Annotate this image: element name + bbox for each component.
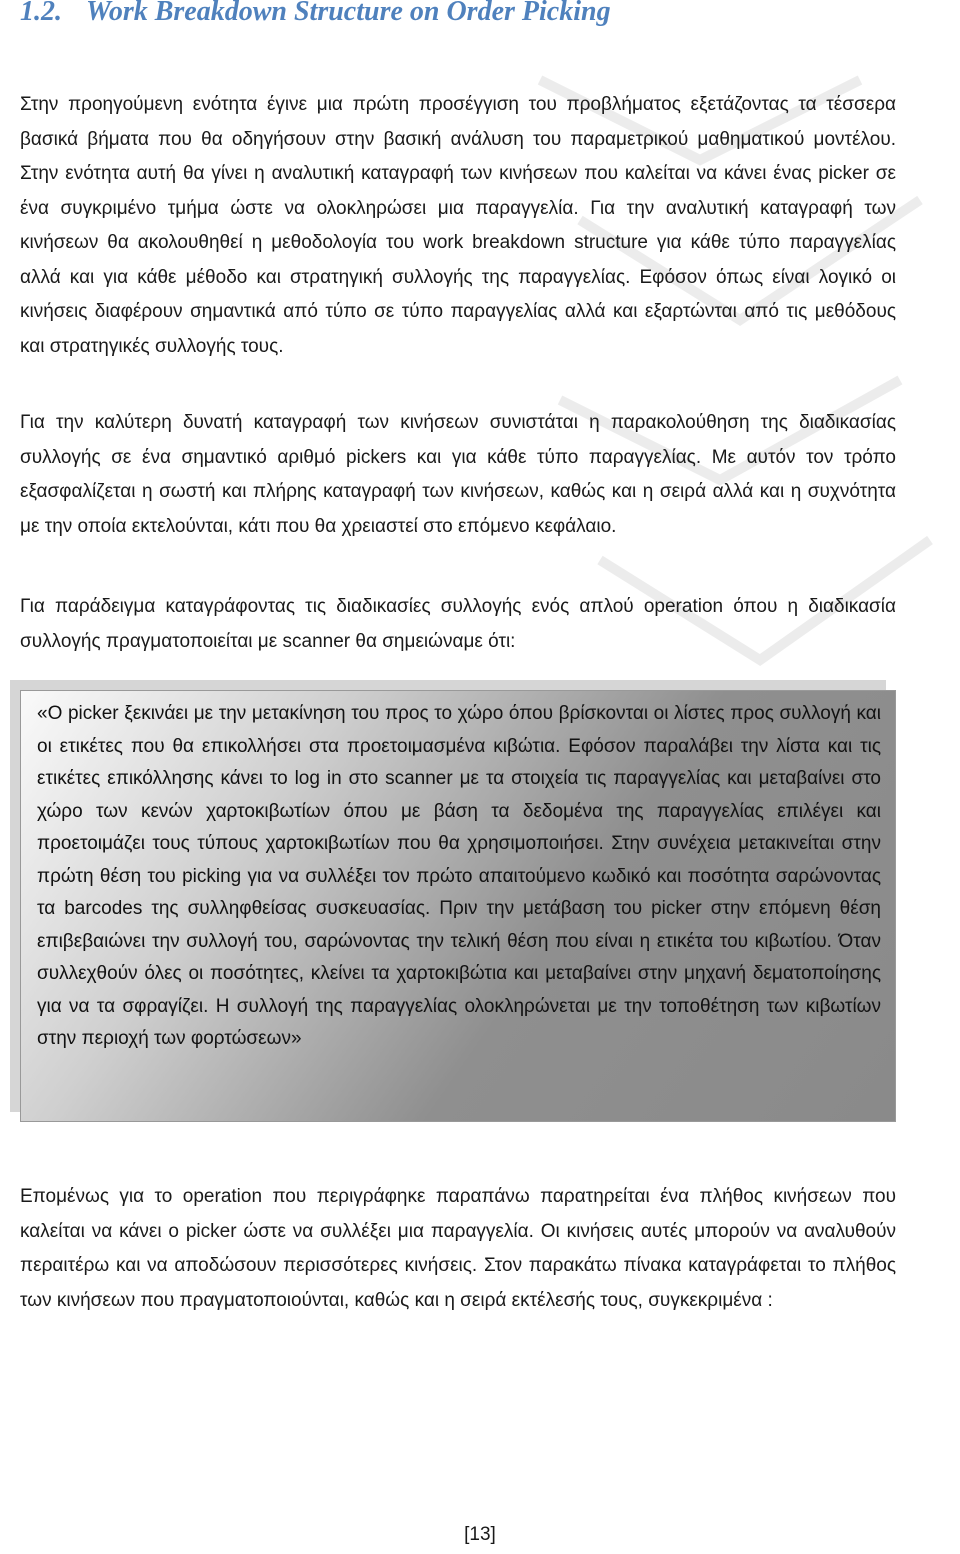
paragraph-conclusion: Επομένως για το operation που περιγράφηκε παραπάνω παρατηρείται ένα πλήθος κινήσεων που καλείται να κάνει ο picker ώστε να συλλέξει μια παραγγελία. Οι κινήσεις αυτές μπορούν να αναλυθούν περαιτέρω και να αποδώσουν περισσότερες κινήσεις. Στον παρακάτω πίνακα καταγράφεται το πλήθος των κινήσεων που πραγματοποιούνται, καθώς και η σειρά εκτέλεσής τους, συγκεκριμένα : bbox=[20, 1186, 896, 1311]
paragraph-intro: Στην προηγούμενη ενότητα έγινε μια πρώτη προσέγγιση του προβλήματος εξετάζοντας τα τέσσερα βασικά βήματα που θα οδηγήσουν στην βασική ανάλυση του παραμετρικού μαθηματικού μοντέλου. Στην ενότητα αυτή θα γίνει η αναλυτική καταγραφή των κινήσεων που καλείται να κάνει ένας picker σε ένα συγκριμένο τμήμα ώστε να ολοκληρώσει μια παραγγελία. Για την αναλυτική καταγραφή των κινήσεων θα ακολουθηθεί η μεθοδολογία του work breakdown structure για κάθε τύπο παραγγελίας αλλά και για κάθε μέθοδο και στρατηγική συλλογής της παραγγελίας. Εφόσον όπως είναι λογικό οι κινήσεις διαφέρουν σημαντικά από τύπο σε τύπο παραγγελίας αλλά και εξαρτώνται από τις μεθόδους και στρατηγικές συλλογής τους. bbox=[20, 94, 896, 357]
quote-box bbox=[20, 690, 896, 1122]
page-number: [13] bbox=[464, 1524, 496, 1545]
section-title: Work Breakdown Structure on Order Picking bbox=[86, 0, 611, 27]
section-heading bbox=[20, 0, 611, 28]
quote-text: «Ο picker ξεκινάει με την μετακίνηση του προς το χώρο όπου βρίσκονται οι λίστες προς συλλογή και οι ετικέτες που θα επικολλήσει στα προετοιμασμένα κιβώτια. Εφόσον παραλάβει την λίστα και τις ετικέτες επικόλλησης κάνει το log in στο scanner με τα στοιχεία τις παραγγελίας και μεταβαίνει στο χώρο των κενών χαρτοκιβωτίων όπου με βάση τα δεδομένα της παραγγελίας επιλέγει και προετοιμάζει τους τύπους χαρτοκιβωτίων που θα χρησιμοποιήσει. Στην συνέχεια μετακινείται στην πρώτη θέση του picking για να συλλέξει τον πρώτο απαιτούμενο κωδικό και ποσότητα σαρώνοντας τα barcodes της συλληφθείσας συσκευασίας. Πριν την μετάβαση του picker στην επόμενη θέση επιβεβαιώνει την συλλογή του, σαρώνοντας την τελική θέση που είναι η ετικέτα του κιβωτίου. Όταν συλλεχθούν όλες οι ποσότητες, κλείνει τα χαρτοκιβώτια και μεταβαίνει στην μηχανή δεματοποίησης για να τα σφραγίζει. Η συλλογή της παραγγελίας ολοκληρώνεται με την τοποθέτηση των κιβωτίων στην περιοχή των φορτώσεων» bbox=[37, 703, 881, 1049]
section-number: 1.2. bbox=[20, 0, 62, 27]
paragraph-example: Για παράδειγμα καταγράφοντας τις διαδικασίες συλλογής ενός απλού operation όπου η διαδικασία συλλογής πραγματοποιείται με scanner θα σημειώναμε ότι: bbox=[20, 596, 896, 652]
paragraph-recording: Για την καλύτερη δυνατή καταγραφή των κινήσεων συνιστάται η παρακολούθηση της διαδικασίας συλλογής σε ένα σημαντικό αριθμό pickers και για κάθε τύπο παραγγελίας. Με αυτόν τον τρόπο εξασφαλίζεται η σωστή και πλήρης καταγραφή των κινήσεων, καθώς και η σειρά αλλά και η συχνότητα με την οποία εκτελούνται, κάτι που θα χρειαστεί στο επόμενο κεφάλαιο. bbox=[20, 412, 896, 537]
